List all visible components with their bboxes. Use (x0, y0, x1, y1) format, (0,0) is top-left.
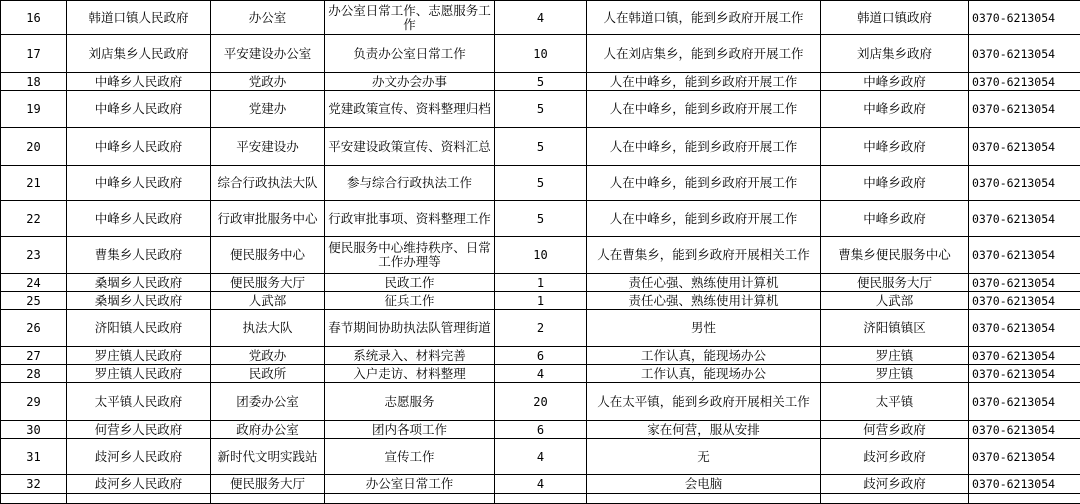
cell-content: 民政工作 (325, 274, 495, 292)
cell-no: 21 (1, 166, 67, 201)
cell-dept: 执法大队 (211, 310, 325, 347)
cell-content: 行政审批事项、资料整理工作 (325, 201, 495, 237)
cell-unit: 中峰乡人民政府 (67, 201, 211, 237)
cell-place: 便民服务大厅 (821, 274, 969, 292)
cell-no: 30 (1, 421, 67, 439)
cell-unit: 中峰乡人民政府 (67, 166, 211, 201)
cell-content: 办公室日常工作 (325, 475, 495, 494)
cell-no: 23 (1, 237, 67, 274)
cell-count: 2 (495, 310, 587, 347)
cell-no: 19 (1, 91, 67, 128)
cell-content: 参与综合行政执法工作 (325, 166, 495, 201)
cell-requirement: 人在中峰乡，能到乡政府开展工作 (587, 201, 821, 237)
cell-requirement: 工作认真，能现场办公 (587, 365, 821, 383)
cell-dept: 党政办 (211, 347, 325, 365)
cell-dept: 综合行政执法大队 (211, 166, 325, 201)
cell-no: 20 (1, 128, 67, 166)
cell-place: 中峰乡政府 (821, 91, 969, 128)
cell-phone: 0370-6213054 (969, 292, 1080, 310)
cell-count: 5 (495, 73, 587, 91)
table-row-partial (1, 494, 1080, 504)
cell-unit: 中峰乡人民政府 (67, 91, 211, 128)
cell-content: 办文办会办事 (325, 73, 495, 91)
cell-no: 18 (1, 73, 67, 91)
cell-count: 1 (495, 274, 587, 292)
cell-unit: 中峰乡人民政府 (67, 73, 211, 91)
cell-unit: 桑堌乡人民政府 (67, 274, 211, 292)
cell-content: 便民服务中心维持秩序、日常工作办理等 (325, 237, 495, 274)
cell-unit: 歧河乡人民政府 (67, 439, 211, 475)
cell-no: 27 (1, 347, 67, 365)
cell-dept: 政府办公室 (211, 421, 325, 439)
cell-place: 人武部 (821, 292, 969, 310)
table-row (1, 421, 1080, 439)
cell-no: 17 (1, 35, 67, 73)
table-row (1, 73, 1080, 91)
cell-phone: 0370-6213054 (969, 421, 1080, 439)
cell-unit: 中峰乡人民政府 (67, 128, 211, 166)
cell-count: 6 (495, 347, 587, 365)
table-row (1, 166, 1080, 201)
cell-requirement: 无 (587, 439, 821, 475)
table-row (1, 201, 1080, 237)
cell-phone: 0370-6213054 (969, 91, 1080, 128)
cell-phone: 0370-6213054 (969, 128, 1080, 166)
cell-phone: 0370-6213054 (969, 201, 1080, 237)
cell-no: 24 (1, 274, 67, 292)
table-row (1, 310, 1080, 347)
cell-unit: 桑堌乡人民政府 (67, 292, 211, 310)
cell-count: 20 (495, 383, 587, 421)
cell-dept: 便民服务大厅 (211, 274, 325, 292)
cell-no: 26 (1, 310, 67, 347)
cell-requirement: 人在中峰乡，能到乡政府开展工作 (587, 166, 821, 201)
cell-content: 志愿服务 (325, 383, 495, 421)
cell-phone: 0370-6213054 (969, 274, 1080, 292)
cell-unit: 歧河乡人民政府 (67, 475, 211, 494)
cell-dept: 党政办 (211, 73, 325, 91)
cell-requirement: 责任心强、熟练使用计算机 (587, 292, 821, 310)
cell-no: 29 (1, 383, 67, 421)
cell-place: 中峰乡政府 (821, 201, 969, 237)
cell-unit: 罗庄镇人民政府 (67, 347, 211, 365)
cell-content: 平安建设政策宣传、资料汇总 (325, 128, 495, 166)
cell-dept: 办公室 (211, 1, 325, 35)
table-row (1, 1, 1080, 35)
cell-requirement: 人在太平镇，能到乡政府开展相关工作 (587, 383, 821, 421)
table-row (1, 292, 1080, 310)
cell-dept: 党建办 (211, 91, 325, 128)
table-row (1, 237, 1080, 274)
cell-content: 党建政策宣传、资料整理归档 (325, 91, 495, 128)
cell-content: 征兵工作 (325, 292, 495, 310)
cell-count: 5 (495, 166, 587, 201)
cell-place: 曹集乡便民服务中心 (821, 237, 969, 274)
cell-place: 韩道口镇政府 (821, 1, 969, 35)
cell-place: 罗庄镇 (821, 347, 969, 365)
cell-requirement: 人在曹集乡，能到乡政府开展相关工作 (587, 237, 821, 274)
cell-unit: 太平镇人民政府 (67, 383, 211, 421)
cell-place: 济阳镇镇区 (821, 310, 969, 347)
cell-phone: 0370-6213054 (969, 73, 1080, 91)
cell-dept: 平安建设办 (211, 128, 325, 166)
cell-dept: 便民服务中心 (211, 237, 325, 274)
cell-requirement: 工作认真，能现场办公 (587, 347, 821, 365)
cell-no: 22 (1, 201, 67, 237)
cell-unit: 韩道口镇人民政府 (67, 1, 211, 35)
cell-place: 罗庄镇 (821, 365, 969, 383)
cell-phone: 0370-6213054 (969, 310, 1080, 347)
cell-requirement: 会电脑 (587, 475, 821, 494)
cell-content: 负责办公室日常工作 (325, 35, 495, 73)
cell-place: 中峰乡政府 (821, 128, 969, 166)
cell-count: 6 (495, 421, 587, 439)
cell-unit: 刘店集乡人民政府 (67, 35, 211, 73)
cell-dept: 便民服务大厅 (211, 475, 325, 494)
cell-count: 5 (495, 91, 587, 128)
cell-count: 4 (495, 1, 587, 35)
table-row (1, 35, 1080, 73)
cell-unit: 何营乡人民政府 (67, 421, 211, 439)
cell-phone: 0370-6213054 (969, 439, 1080, 475)
cell-phone: 0370-6213054 (969, 1, 1080, 35)
cell-dept: 平安建设办公室 (211, 35, 325, 73)
cell-phone: 0370-6213054 (969, 475, 1080, 494)
cell-count: 10 (495, 35, 587, 73)
cell-requirement: 人在中峰乡，能到乡政府开展工作 (587, 73, 821, 91)
cell-phone: 0370-6213054 (969, 383, 1080, 421)
cell-content: 办公室日常工作、志愿服务工作 (325, 1, 495, 35)
cell-content: 入户走访、材料整理 (325, 365, 495, 383)
cell-content: 系统录入、材料完善 (325, 347, 495, 365)
cell-no: 32 (1, 475, 67, 494)
cell-phone: 0370-6213054 (969, 365, 1080, 383)
cell-dept: 民政所 (211, 365, 325, 383)
cell-requirement: 人在中峰乡，能到乡政府开展工作 (587, 91, 821, 128)
cell-content: 春节期间协助执法队管理街道 (325, 310, 495, 347)
cell-requirement: 人在中峰乡，能到乡政府开展工作 (587, 128, 821, 166)
cell-content: 宣传工作 (325, 439, 495, 475)
cell-no: 28 (1, 365, 67, 383)
cell-dept: 新时代文明实践站 (211, 439, 325, 475)
cell-content: 团内各项工作 (325, 421, 495, 439)
cell-phone: 0370-6213054 (969, 237, 1080, 274)
cell-requirement: 责任心强、熟练使用计算机 (587, 274, 821, 292)
cell-place: 中峰乡政府 (821, 73, 969, 91)
cell-place: 刘店集乡政府 (821, 35, 969, 73)
cell-requirement: 男性 (587, 310, 821, 347)
cell-dept: 团委办公室 (211, 383, 325, 421)
cell-no: 31 (1, 439, 67, 475)
table-row (1, 383, 1080, 421)
table-row (1, 475, 1080, 494)
table-row (1, 128, 1080, 166)
table-row (1, 91, 1080, 128)
cell-count: 4 (495, 475, 587, 494)
cell-count: 5 (495, 128, 587, 166)
cell-count: 4 (495, 365, 587, 383)
table-body (1, 1, 1080, 504)
cell-place: 歧河乡政府 (821, 475, 969, 494)
cell-requirement: 人在刘店集乡，能到乡政府开展工作 (587, 35, 821, 73)
cell-phone: 0370-6213054 (969, 35, 1080, 73)
cell-count: 1 (495, 292, 587, 310)
cell-unit: 罗庄镇人民政府 (67, 365, 211, 383)
cell-phone: 0370-6213054 (969, 347, 1080, 365)
cell-place: 何营乡政府 (821, 421, 969, 439)
cell-no: 16 (1, 1, 67, 35)
cell-count: 10 (495, 237, 587, 274)
table-row (1, 365, 1080, 383)
cell-requirement: 家在何营，服从安排 (587, 421, 821, 439)
cell-place: 太平镇 (821, 383, 969, 421)
cell-place: 中峰乡政府 (821, 166, 969, 201)
table-row (1, 439, 1080, 475)
cell-unit: 曹集乡人民政府 (67, 237, 211, 274)
cell-unit: 济阳镇人民政府 (67, 310, 211, 347)
cell-place: 歧河乡政府 (821, 439, 969, 475)
cell-count: 5 (495, 201, 587, 237)
cell-dept: 人武部 (211, 292, 325, 310)
cell-dept: 行政审批服务中心 (211, 201, 325, 237)
cell-no: 25 (1, 292, 67, 310)
cell-count: 4 (495, 439, 587, 475)
table-row (1, 347, 1080, 365)
cell-phone: 0370-6213054 (969, 166, 1080, 201)
cell-requirement: 人在韩道口镇，能到乡政府开展工作 (587, 1, 821, 35)
table-row (1, 274, 1080, 292)
